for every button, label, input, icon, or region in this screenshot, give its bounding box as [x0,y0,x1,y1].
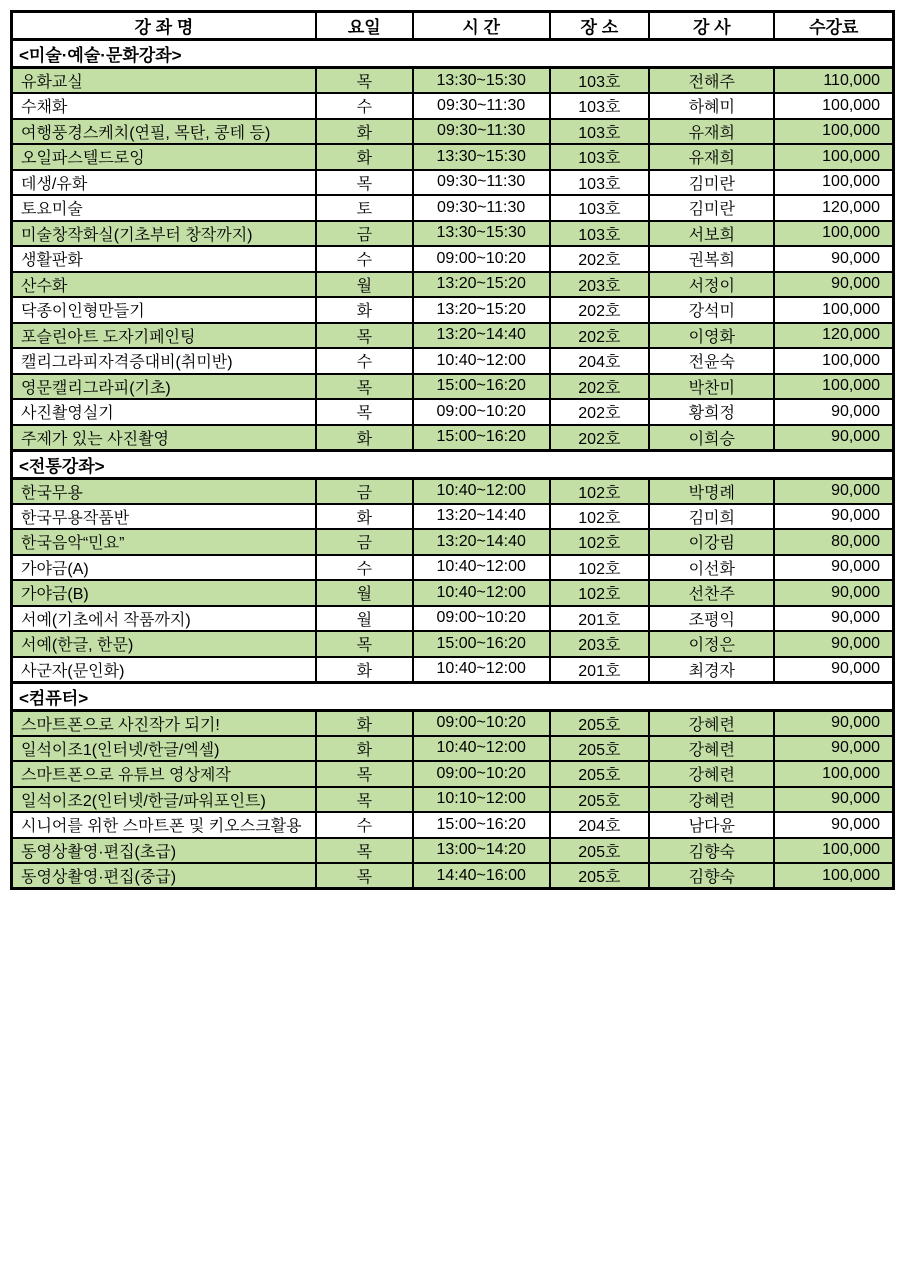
cell-room: 102호 [550,504,650,530]
course-row [12,348,894,374]
cell-course-name: 가야금(B) [12,580,316,606]
cell-fee: 100,000 [774,348,893,374]
cell-day: 목 [316,631,413,657]
cell-fee: 90,000 [774,631,893,657]
cell-time: 14:40~16:00 [413,863,550,889]
cell-course-name: 스마트폰으로 사진작가 되기! [12,710,316,736]
cell-day: 월 [316,580,413,606]
cell-room: 103호 [550,221,650,247]
cell-room: 103호 [550,119,650,145]
cell-fee: 90,000 [774,478,893,504]
cell-teacher: 유재희 [649,119,774,145]
cell-fee: 90,000 [774,272,893,298]
col-header-room: 장 소 [550,12,650,40]
col-header-time: 시 간 [413,12,550,40]
cell-course-name: 서예(기초에서 작품까지) [12,606,316,632]
cell-course-name: 일석이조1(인터넷/한글/엑셀) [12,736,316,762]
cell-day: 목 [316,761,413,787]
cell-day: 금 [316,529,413,555]
cell-course-name: 영문캘리그라피(기초) [12,374,316,400]
cell-room: 204호 [550,348,650,374]
cell-teacher: 최경자 [649,657,774,683]
cell-time: 09:30~11:30 [413,170,550,196]
cell-room: 204호 [550,812,650,838]
cell-teacher: 전윤숙 [649,348,774,374]
cell-time: 09:00~10:20 [413,710,550,736]
cell-day: 화 [316,710,413,736]
cell-day: 목 [316,374,413,400]
cell-teacher: 유재희 [649,144,774,170]
cell-time: 13:20~14:40 [413,323,550,349]
cell-time: 10:40~12:00 [413,478,550,504]
cell-day: 목 [316,399,413,425]
table-header-row [12,12,894,40]
cell-course-name: 동영상촬영·편집(중급) [12,863,316,889]
cell-day: 화 [316,144,413,170]
cell-course-name: 주제가 있는 사진촬영 [12,425,316,451]
course-row [12,657,894,683]
cell-teacher: 강혜련 [649,787,774,813]
cell-teacher: 권복희 [649,246,774,272]
course-table-body [12,40,894,889]
course-schedule-table [10,10,895,890]
cell-day: 금 [316,221,413,247]
cell-course-name: 유화교실 [12,68,316,94]
cell-day: 월 [316,606,413,632]
cell-course-name: 스마트폰으로 유튜브 영상제작 [12,761,316,787]
cell-fee: 90,000 [774,736,893,762]
cell-day: 금 [316,478,413,504]
cell-fee: 120,000 [774,195,893,221]
course-row [12,93,894,119]
cell-time: 13:20~15:20 [413,297,550,323]
cell-teacher: 김향숙 [649,863,774,889]
cell-room: 202호 [550,246,650,272]
cell-time: 15:00~16:20 [413,812,550,838]
cell-room: 103호 [550,68,650,94]
course-row [12,221,894,247]
section-row [12,40,894,68]
cell-day: 수 [316,812,413,838]
cell-room: 102호 [550,555,650,581]
course-row [12,170,894,196]
cell-teacher: 김미희 [649,504,774,530]
cell-day: 목 [316,323,413,349]
cell-room: 202호 [550,425,650,451]
course-row [12,812,894,838]
cell-time: 10:40~12:00 [413,348,550,374]
course-row [12,787,894,813]
cell-fee: 110,000 [774,68,893,94]
cell-teacher: 황희정 [649,399,774,425]
cell-teacher: 남다윤 [649,812,774,838]
section-title: <전통강좌> [12,450,894,478]
course-row [12,580,894,606]
cell-teacher: 이강림 [649,529,774,555]
cell-time: 13:30~15:30 [413,221,550,247]
cell-day: 수 [316,93,413,119]
course-row [12,606,894,632]
course-row [12,555,894,581]
cell-time: 09:00~10:20 [413,246,550,272]
col-header-course-name: 강 좌 명 [12,12,316,40]
cell-teacher: 강혜련 [649,736,774,762]
cell-day: 화 [316,504,413,530]
cell-room: 205호 [550,736,650,762]
cell-day: 목 [316,170,413,196]
cell-day: 목 [316,68,413,94]
cell-room: 103호 [550,144,650,170]
course-row [12,710,894,736]
cell-course-name: 한국무용작품반 [12,504,316,530]
cell-fee: 100,000 [774,170,893,196]
cell-teacher: 하혜미 [649,93,774,119]
cell-time: 13:20~14:40 [413,529,550,555]
course-row [12,631,894,657]
cell-fee: 100,000 [774,144,893,170]
cell-teacher: 강혜련 [649,761,774,787]
course-row [12,761,894,787]
cell-teacher: 서보희 [649,221,774,247]
cell-fee: 90,000 [774,787,893,813]
cell-time: 15:00~16:20 [413,631,550,657]
cell-day: 화 [316,736,413,762]
section-title: <컴퓨터> [12,682,894,710]
cell-day: 화 [316,297,413,323]
cell-course-name: 수채화 [12,93,316,119]
cell-room: 202호 [550,399,650,425]
cell-course-name: 한국음악“민요” [12,529,316,555]
cell-room: 103호 [550,195,650,221]
cell-course-name: 사진촬영실기 [12,399,316,425]
cell-room: 205호 [550,710,650,736]
cell-time: 13:30~15:30 [413,68,550,94]
cell-time: 15:00~16:20 [413,374,550,400]
cell-teacher: 이희승 [649,425,774,451]
cell-room: 201호 [550,657,650,683]
course-row [12,504,894,530]
cell-teacher: 조평익 [649,606,774,632]
cell-course-name: 가야금(A) [12,555,316,581]
cell-course-name: 서예(한글, 한문) [12,631,316,657]
cell-teacher: 이선화 [649,555,774,581]
section-row [12,682,894,710]
cell-teacher: 이정은 [649,631,774,657]
course-row [12,195,894,221]
section-row [12,450,894,478]
cell-fee: 80,000 [774,529,893,555]
cell-day: 화 [316,119,413,145]
cell-teacher: 김미란 [649,195,774,221]
cell-course-name: 한국무용 [12,478,316,504]
cell-day: 수 [316,555,413,581]
course-row [12,68,894,94]
cell-time: 13:30~15:30 [413,144,550,170]
cell-time: 10:40~12:00 [413,657,550,683]
cell-teacher: 박명례 [649,478,774,504]
cell-time: 13:20~14:40 [413,504,550,530]
course-row [12,323,894,349]
col-header-fee: 수강료 [774,12,893,40]
course-row [12,529,894,555]
cell-room: 202호 [550,323,650,349]
cell-room: 102호 [550,529,650,555]
cell-course-name: 사군자(문인화) [12,657,316,683]
cell-fee: 90,000 [774,425,893,451]
course-row [12,119,894,145]
cell-course-name: 포슬린아트 도자기페인팅 [12,323,316,349]
cell-time: 10:10~12:00 [413,787,550,813]
cell-fee: 90,000 [774,504,893,530]
course-row [12,374,894,400]
cell-time: 13:20~15:20 [413,272,550,298]
cell-time: 09:00~10:20 [413,606,550,632]
cell-fee: 100,000 [774,119,893,145]
cell-fee: 90,000 [774,812,893,838]
cell-room: 203호 [550,272,650,298]
cell-time: 09:30~11:30 [413,195,550,221]
cell-fee: 100,000 [774,374,893,400]
cell-time: 13:00~14:20 [413,838,550,864]
cell-fee: 90,000 [774,246,893,272]
cell-teacher: 김미란 [649,170,774,196]
cell-time: 10:40~12:00 [413,736,550,762]
cell-course-name: 여행풍경스케치(연필, 목탄, 콩테 등) [12,119,316,145]
course-row [12,863,894,889]
cell-room: 202호 [550,374,650,400]
cell-room: 205호 [550,761,650,787]
course-row [12,246,894,272]
cell-day: 화 [316,425,413,451]
col-header-day: 요일 [316,12,413,40]
cell-day: 월 [316,272,413,298]
cell-teacher: 서정이 [649,272,774,298]
col-header-teacher: 강 사 [649,12,774,40]
course-row [12,399,894,425]
cell-fee: 90,000 [774,710,893,736]
course-row [12,425,894,451]
cell-time: 09:30~11:30 [413,119,550,145]
cell-day: 수 [316,246,413,272]
course-row [12,144,894,170]
cell-teacher: 선찬주 [649,580,774,606]
cell-room: 203호 [550,631,650,657]
cell-course-name: 캘리그라피자격증대비(취미반) [12,348,316,374]
cell-fee: 90,000 [774,606,893,632]
cell-course-name: 미술창작화실(기초부터 창작까지) [12,221,316,247]
cell-room: 102호 [550,478,650,504]
cell-course-name: 시니어를 위한 스마트폰 및 키오스크활용 [12,812,316,838]
cell-course-name: 생활판화 [12,246,316,272]
cell-course-name: 일석이조2(인터넷/한글/파워포인트) [12,787,316,813]
cell-fee: 100,000 [774,93,893,119]
cell-room: 201호 [550,606,650,632]
cell-day: 수 [316,348,413,374]
cell-room: 103호 [550,93,650,119]
cell-day: 화 [316,657,413,683]
cell-teacher: 박찬미 [649,374,774,400]
cell-day: 목 [316,863,413,889]
cell-course-name: 토요미술 [12,195,316,221]
cell-room: 205호 [550,863,650,889]
cell-day: 목 [316,838,413,864]
cell-teacher: 강혜련 [649,710,774,736]
cell-fee: 100,000 [774,838,893,864]
cell-room: 103호 [550,170,650,196]
cell-fee: 100,000 [774,221,893,247]
cell-fee: 90,000 [774,580,893,606]
section-title: <미술·예술·문화강좌> [12,40,894,68]
cell-room: 102호 [550,580,650,606]
cell-time: 09:30~11:30 [413,93,550,119]
cell-course-name: 오일파스텔드로잉 [12,144,316,170]
cell-teacher: 김향숙 [649,838,774,864]
cell-teacher: 강석미 [649,297,774,323]
cell-room: 202호 [550,297,650,323]
cell-room: 205호 [550,838,650,864]
course-row [12,297,894,323]
cell-day: 목 [316,787,413,813]
cell-day: 토 [316,195,413,221]
cell-fee: 90,000 [774,657,893,683]
cell-fee: 90,000 [774,555,893,581]
cell-fee: 100,000 [774,863,893,889]
course-row [12,272,894,298]
cell-time: 09:00~10:20 [413,399,550,425]
cell-course-name: 동영상촬영·편집(초급) [12,838,316,864]
course-row [12,478,894,504]
cell-time: 10:40~12:00 [413,580,550,606]
cell-fee: 120,000 [774,323,893,349]
cell-course-name: 산수화 [12,272,316,298]
cell-time: 09:00~10:20 [413,761,550,787]
cell-teacher: 이영화 [649,323,774,349]
cell-fee: 100,000 [774,297,893,323]
cell-fee: 100,000 [774,761,893,787]
cell-course-name: 닥종이인형만들기 [12,297,316,323]
course-row [12,736,894,762]
cell-time: 10:40~12:00 [413,555,550,581]
cell-fee: 90,000 [774,399,893,425]
cell-teacher: 전해주 [649,68,774,94]
cell-course-name: 데생/유화 [12,170,316,196]
cell-room: 205호 [550,787,650,813]
cell-time: 15:00~16:20 [413,425,550,451]
course-row [12,838,894,864]
